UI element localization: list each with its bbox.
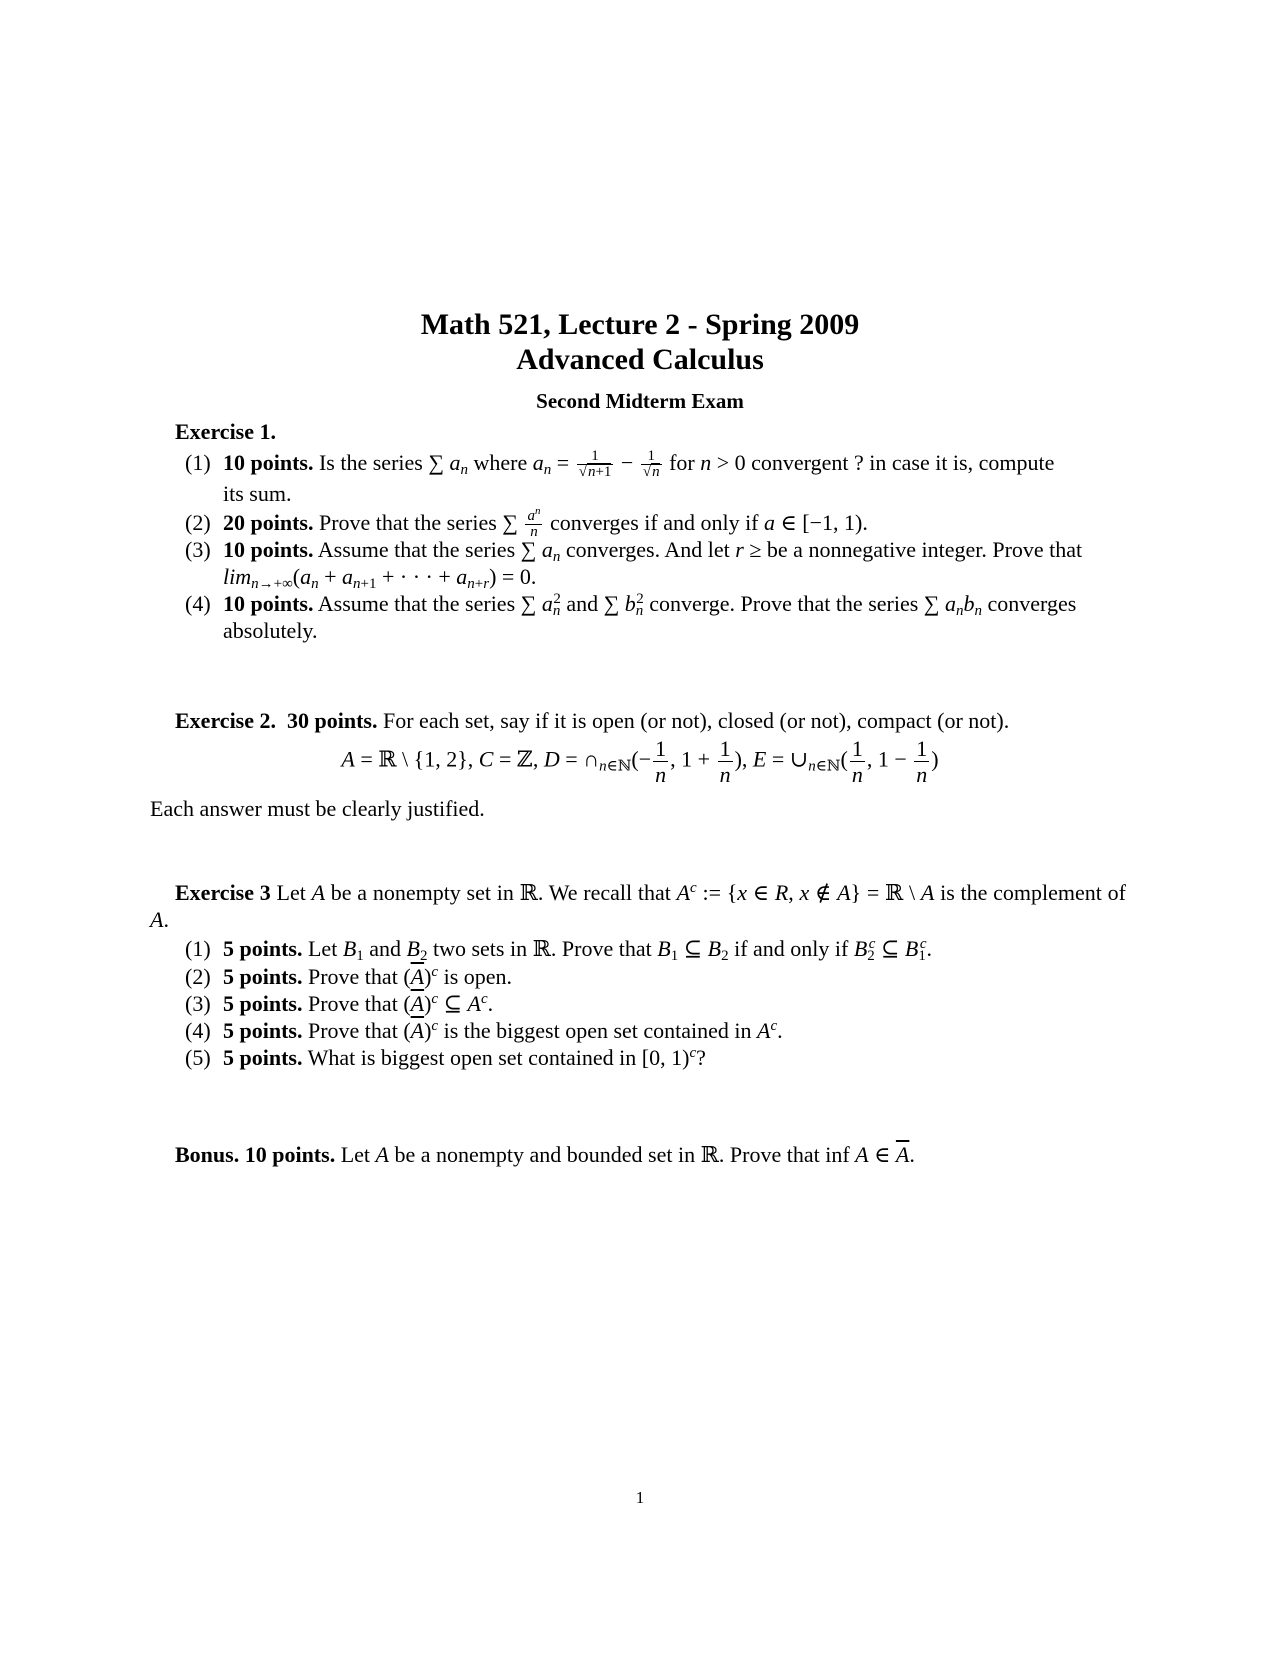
math-expr: ∑ $a_n$ — [428, 450, 469, 478]
points: 10 points. — [223, 450, 314, 475]
exercise2-sets-display: A = ℝ \ {1, 2}, C = ℤ, $D = \cap_{n\in ℕ}(-$ $\frac{1}{n}$ , 1 + $\frac{1}{n}$ ), $E = \cup_{n\in ℕ}$( $\frac{1}{n}$ , 1 − $\frac{1}{n}$ ) — [341, 736, 939, 787]
exercise2-heading: Exercise 2. — [175, 708, 277, 733]
points: 10 points. — [244, 1142, 336, 1167]
exercise1-item-2: (2) 20 points. Prove that the series ∑ $\frac{a^n}{n}$ converges if and only if a ∈ [−1, 1). — [185, 505, 868, 541]
exercise3-item-5: (5) 5 points. What is biggest open set contained in [0, 1)$^c$? — [185, 1045, 706, 1070]
math-expr: r ≥ — [735, 537, 762, 562]
math-expr: ∑ $a_nb_n$ — [923, 591, 982, 619]
math-expr: A ∈ $\overline{A}$. — [855, 1142, 915, 1167]
math-expr: $\lim_{n\to+\infty}(a_n + a_{n+1}$ + · · · + $a_{n+r}) = 0$. — [223, 564, 537, 592]
math-expr: ∑ $\frac{a^n}{n}$ — [502, 505, 541, 541]
exercise1-heading: Exercise 1. — [175, 419, 277, 444]
math-expr: $a_n$ = $\frac{1}{√n+1}$ − $\frac{1}{√n}$ — [532, 448, 660, 481]
exercise3-intro: Exercise 3 Let A be a nonempty set in ℝ. We recall that $A^c$ := {x ∈ R, x ∉ A} = ℝ \ A is the complement of A. — [150, 880, 1126, 932]
exercise3-item-1: (1) 5 points. Let $B_1$ and $B_2$ two sets in ℝ. Prove that $B_1$ ⊆ $B_2$ if and only if $B_2^c$ ⊆ $B_1^c$. — [185, 936, 933, 964]
math-expr: $B_2^c$ ⊆ $B_1^c$. — [853, 936, 933, 964]
math-expr: $(\overline{A})^c$ ⊆ $A^c$. — [403, 991, 494, 1016]
exam-title: Second Midterm Exam — [536, 389, 744, 413]
exercise2-footer: Each answer must be clearly justified. — [150, 796, 485, 821]
math-expr: a ∈ [−1, 1). — [764, 510, 868, 535]
math-expr: $B_1$ ⊆ $B_2$ — [657, 936, 729, 964]
math-expr: [0, 1)$^c$? — [641, 1045, 706, 1070]
math-expr: ∑ $a_n^2$ — [520, 591, 561, 619]
points: 30 points. — [287, 708, 378, 733]
exercise1-item-1: (1) 10 points. Is the series ∑ $a_n$ where $a_n$ = $\frac{1}{√n+1}$ − $\frac{1}{√n}$ for n > 0 convergent ? in case it is, compute its sum. — [185, 448, 1055, 507]
exercise3-heading: Exercise 3 — [175, 880, 271, 905]
course-title: Math 521, Lecture 2 - Spring 2009 — [420, 308, 860, 341]
math-expr: $(\overline{A})^c$ — [403, 1018, 439, 1043]
bonus-heading: Bonus. — [175, 1142, 240, 1167]
math-expr: ∑ $a_n$ — [520, 537, 561, 565]
exercise3-item-4: (4) 5 points. Prove that $(\overline{A})^c$ is the biggest open set contained in $A^c$. — [185, 1018, 783, 1043]
exercise3-item-3: (3) 5 points. Prove that $(\overline{A})^c$ ⊆ $A^c$. — [185, 991, 494, 1016]
math-expr: $A^c$ := {x ∈ R, x ∉ A} = ℝ \ A — [676, 880, 935, 905]
item-label: (1) — [185, 450, 211, 475]
math-expr: $(\overline{A})^c$ — [403, 964, 439, 989]
bonus-statement: Bonus. 10 points. Let A be a nonempty and bounded set in ℝ. Prove that inf A ∈ $\overline{A}$. — [175, 1142, 915, 1167]
math-expr: ∑ $b_n^2$ — [603, 591, 644, 619]
math-expr: n > 0 — [700, 450, 746, 475]
page-number: 1 — [635, 1488, 645, 1507]
exercise1-item-4: (4) 10 points. Assume that the series ∑ $a_n^2$ and ∑ $b_n^2$ converge. Prove that the series ∑ $a_nb_n$ converges absolutely. — [185, 591, 1077, 643]
course-subtitle: Advanced Calculus — [516, 343, 764, 376]
exercise2-statement: Exercise 2. 30 points. For each set, say if it is open (or not), closed (or not), compact (or not). — [175, 708, 1010, 733]
exercise1-item-3: (3) 10 points. Assume that the series ∑ $a_n$ converges. And let r ≥ be a nonnegative integer. Prove that $\lim_{n\to+\infty}(a_n + a_{n+1}$ + · · · + $a_{n+r}) = 0$. — [185, 537, 1083, 592]
math-expr: $A^c$. — [757, 1018, 783, 1043]
exercise3-item-2: (2) 5 points. Prove that $(\overline{A})^c$ is open. — [185, 964, 513, 989]
